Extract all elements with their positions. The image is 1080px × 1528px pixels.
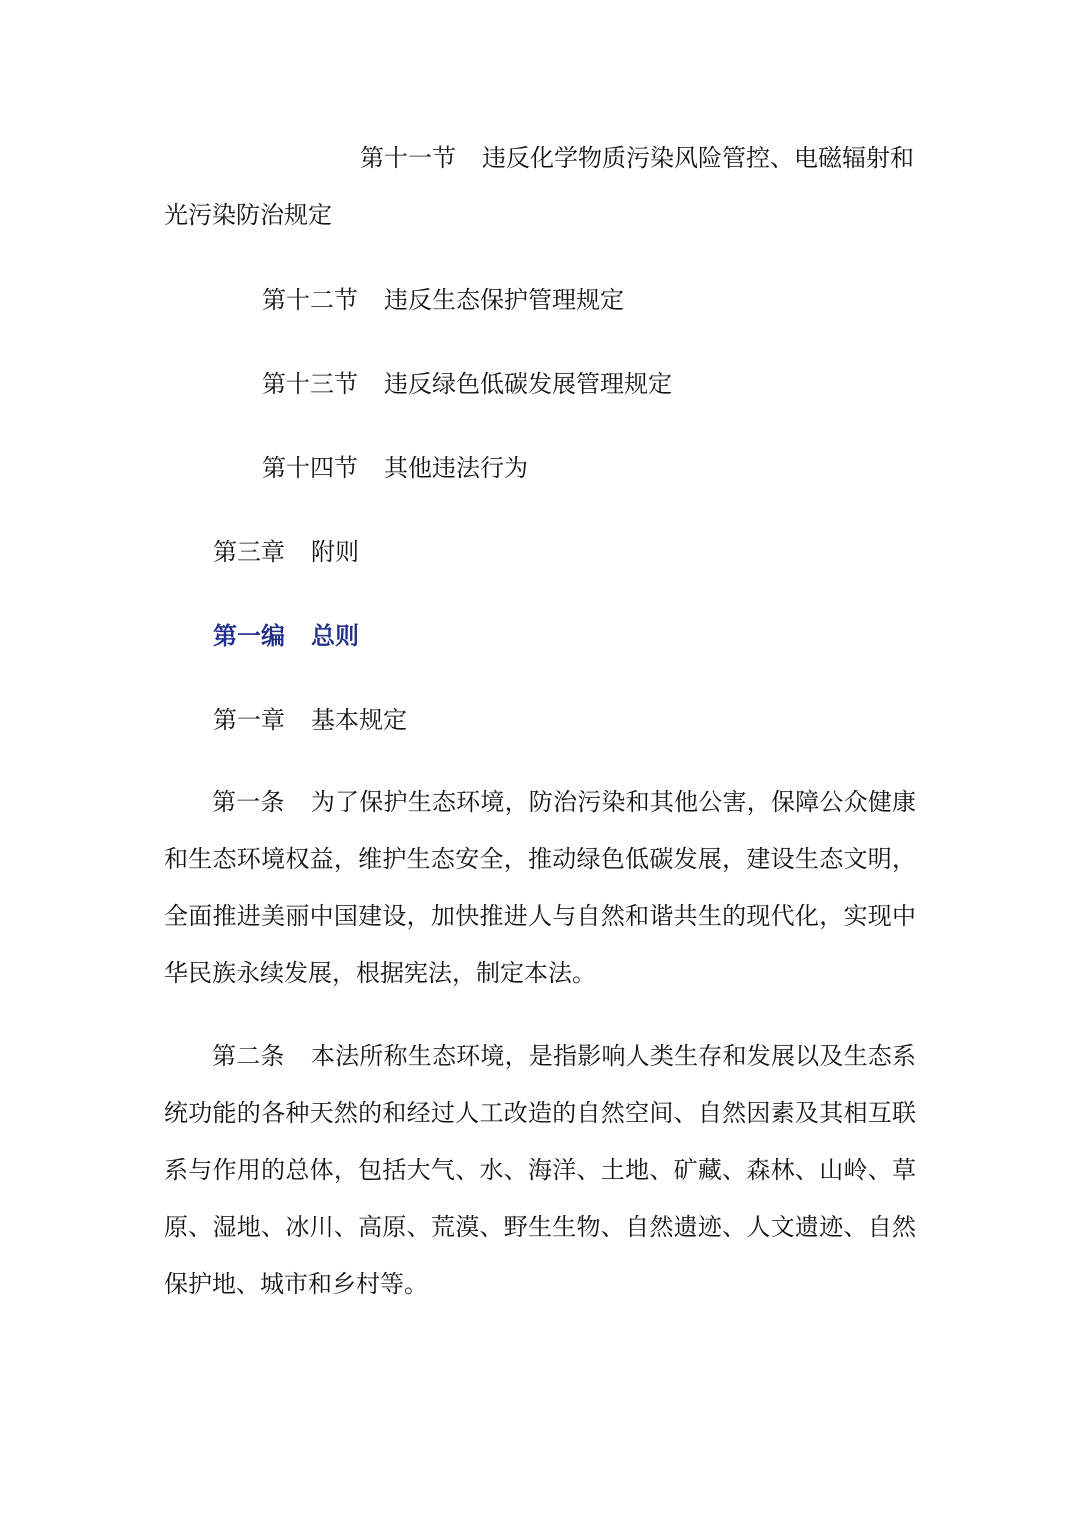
article-text: 本法所称生态环境，是指影响人类生存和发展以及生态系统功能的各种天然的和经过人工改造的自然空间、自然因素及其相互联系与作用的总体，包括大气、水、海洋、土地、矿藏、森林、山岭、草原、湿地、冰川、高原、荒漠、野生生物、自然遗迹、人文遗迹、自然保护地、城市和乡村等。 bbox=[164, 1042, 917, 1298]
section-13 bbox=[262, 368, 672, 400]
article-1 bbox=[164, 774, 916, 1002]
article-number: 第一条 bbox=[212, 788, 285, 816]
section-12 bbox=[262, 284, 624, 316]
chapter-number: 第一章 bbox=[213, 706, 285, 734]
part-1-heading bbox=[213, 620, 359, 652]
chapter-1 bbox=[213, 704, 407, 736]
section-number: 第十四节 bbox=[262, 454, 358, 482]
chapter-title: 基本规定 bbox=[311, 706, 407, 734]
section-title: 违反绿色低碳发展管理规定 bbox=[384, 370, 672, 398]
section-title: 违反生态保护管理规定 bbox=[384, 286, 624, 314]
part-title: 总则 bbox=[311, 621, 359, 650]
section-14 bbox=[262, 452, 528, 484]
section-title: 违反化学物质污染风险管控、电磁辐射和光污染防治规定 bbox=[164, 144, 914, 229]
article-2 bbox=[164, 1028, 916, 1313]
chapter-3 bbox=[213, 536, 359, 568]
section-title: 其他违法行为 bbox=[384, 454, 528, 482]
chapter-title: 附则 bbox=[311, 538, 359, 566]
article-number: 第二条 bbox=[212, 1042, 285, 1070]
section-11 bbox=[164, 130, 916, 244]
article-text: 为了保护生态环境，防治污染和其他公害，保障公众健康和生态环境权益，维护生态安全，推动绿色低碳发展，建设生态文明，全面推进美丽中国建设，加快推进人与自然和谐共生的现代化，实现中华民族永续发展，根据宪法，制定本法。 bbox=[164, 788, 917, 987]
section-number: 第十三节 bbox=[262, 370, 358, 398]
chapter-number: 第三章 bbox=[213, 538, 285, 566]
section-number: 第十二节 bbox=[262, 286, 358, 314]
part-number: 第一编 bbox=[213, 621, 285, 650]
section-number: 第十一节 bbox=[360, 144, 456, 172]
